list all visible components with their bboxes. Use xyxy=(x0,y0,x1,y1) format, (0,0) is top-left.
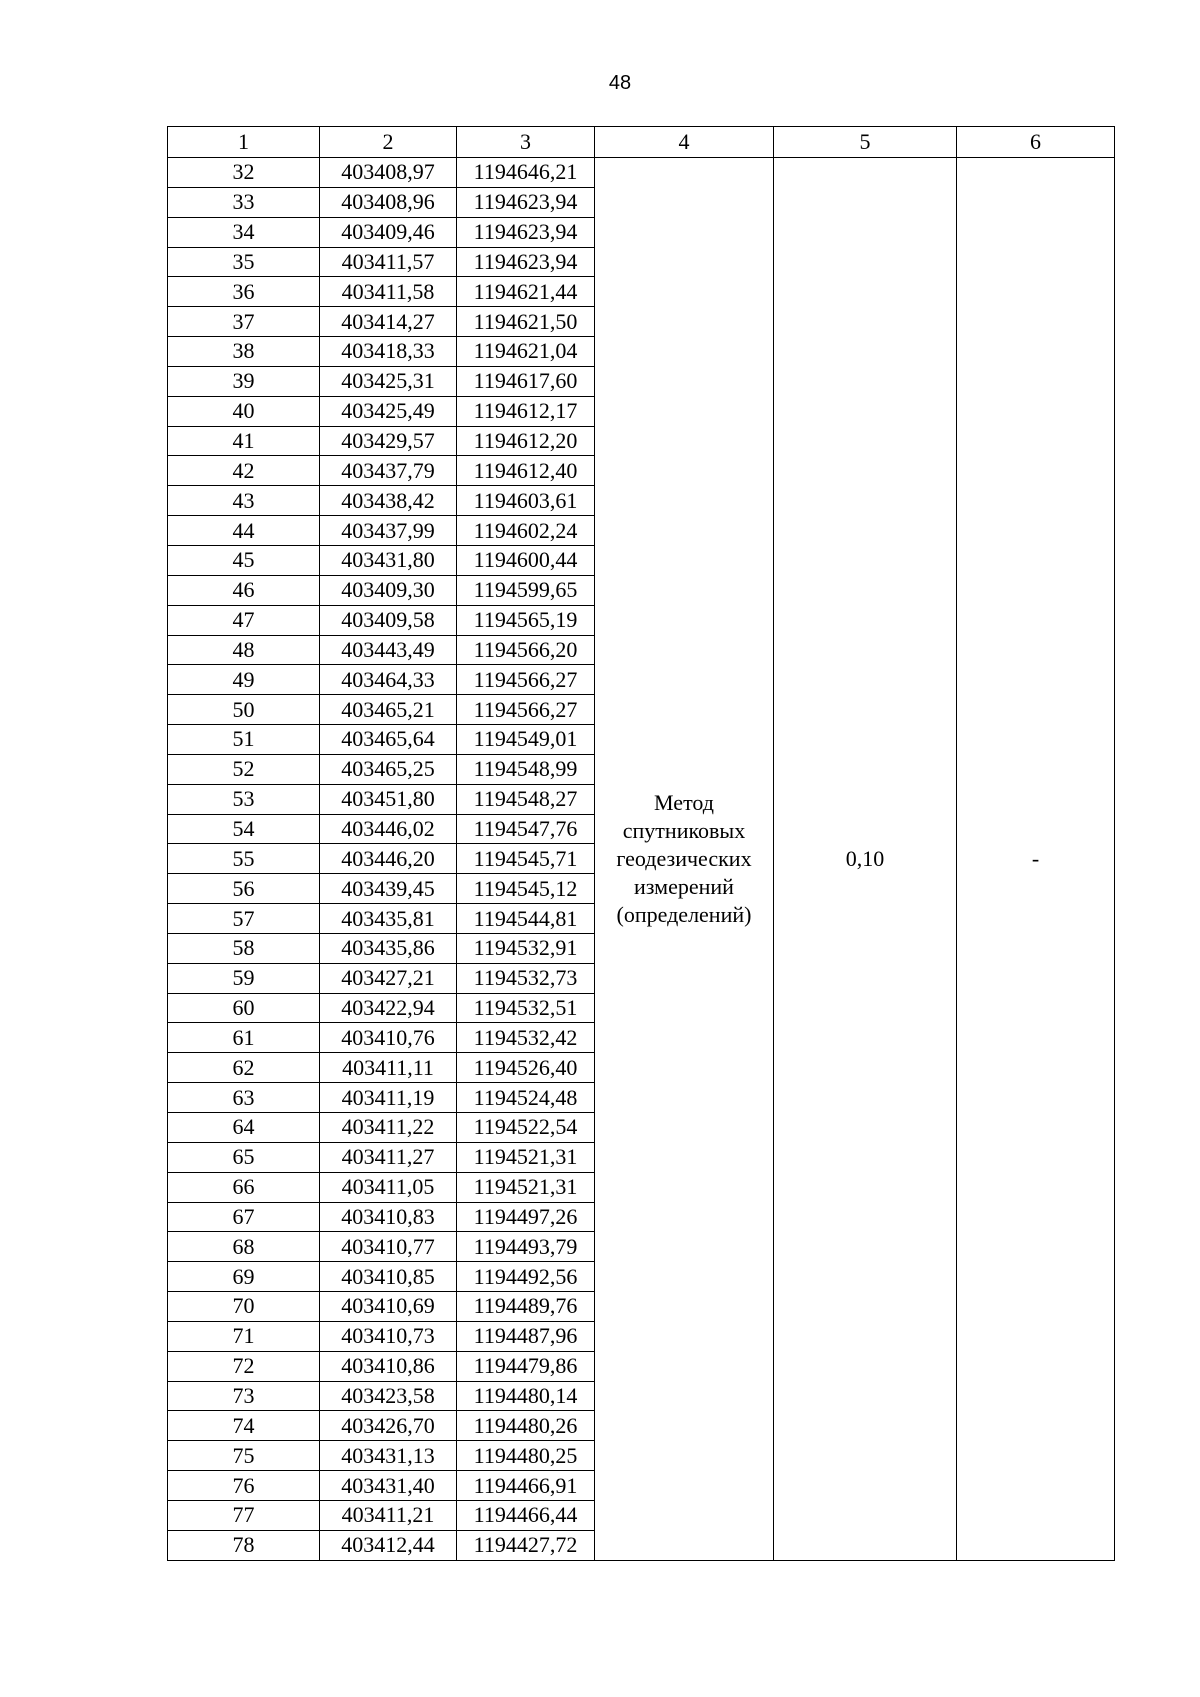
point-number-cell: 64 xyxy=(168,1113,320,1143)
x-coordinate-cell: 403411,27 xyxy=(320,1142,457,1172)
x-coordinate-cell: 403410,85 xyxy=(320,1262,457,1292)
y-coordinate-cell: 1194621,04 xyxy=(457,337,595,367)
x-coordinate-cell: 403431,40 xyxy=(320,1471,457,1501)
y-coordinate-cell: 1194646,21 xyxy=(457,158,595,188)
table-row xyxy=(168,158,1115,188)
x-coordinate-cell: 403411,58 xyxy=(320,277,457,307)
header-cell: 6 xyxy=(957,127,1115,158)
y-coordinate-cell: 1194566,27 xyxy=(457,665,595,695)
point-number-cell: 34 xyxy=(168,217,320,247)
y-coordinate-cell: 1194566,27 xyxy=(457,695,595,725)
x-coordinate-cell: 403414,27 xyxy=(320,307,457,337)
point-number-cell: 72 xyxy=(168,1351,320,1381)
point-number-cell: 48 xyxy=(168,635,320,665)
x-coordinate-cell: 403409,58 xyxy=(320,605,457,635)
x-coordinate-cell: 403427,21 xyxy=(320,963,457,993)
x-coordinate-cell: 403425,49 xyxy=(320,396,457,426)
x-coordinate-cell: 403438,42 xyxy=(320,486,457,516)
point-number-cell: 40 xyxy=(168,396,320,426)
point-number-cell: 67 xyxy=(168,1202,320,1232)
x-coordinate-cell: 403437,79 xyxy=(320,456,457,486)
y-coordinate-cell: 1194621,44 xyxy=(457,277,595,307)
point-number-cell: 43 xyxy=(168,486,320,516)
x-coordinate-cell: 403411,19 xyxy=(320,1083,457,1113)
x-coordinate-cell: 403431,80 xyxy=(320,545,457,575)
point-number-cell: 56 xyxy=(168,874,320,904)
header-cell: 3 xyxy=(457,127,595,158)
y-coordinate-cell: 1194612,20 xyxy=(457,426,595,456)
point-number-cell: 41 xyxy=(168,426,320,456)
x-coordinate-cell: 403411,21 xyxy=(320,1500,457,1530)
x-coordinate-cell: 403446,02 xyxy=(320,814,457,844)
header-row xyxy=(168,127,1115,158)
x-coordinate-cell: 403410,83 xyxy=(320,1202,457,1232)
x-coordinate-cell: 403465,25 xyxy=(320,754,457,784)
point-number-cell: 60 xyxy=(168,993,320,1023)
point-number-cell: 36 xyxy=(168,277,320,307)
y-coordinate-cell: 1194623,94 xyxy=(457,247,595,277)
point-number-cell: 38 xyxy=(168,337,320,367)
point-number-cell: 59 xyxy=(168,963,320,993)
y-coordinate-cell: 1194489,76 xyxy=(457,1292,595,1322)
header-cell: 5 xyxy=(774,127,957,158)
x-coordinate-cell: 403439,45 xyxy=(320,874,457,904)
y-coordinate-cell: 1194548,27 xyxy=(457,784,595,814)
header-cell: 2 xyxy=(320,127,457,158)
x-coordinate-cell: 403422,94 xyxy=(320,993,457,1023)
point-number-cell: 65 xyxy=(168,1142,320,1172)
point-number-cell: 63 xyxy=(168,1083,320,1113)
x-coordinate-cell: 403423,58 xyxy=(320,1381,457,1411)
y-coordinate-cell: 1194603,61 xyxy=(457,486,595,516)
point-number-cell: 68 xyxy=(168,1232,320,1262)
x-coordinate-cell: 403409,46 xyxy=(320,217,457,247)
point-number-cell: 77 xyxy=(168,1500,320,1530)
y-coordinate-cell: 1194545,71 xyxy=(457,844,595,874)
point-number-cell: 69 xyxy=(168,1262,320,1292)
x-coordinate-cell: 403425,31 xyxy=(320,366,457,396)
point-number-cell: 32 xyxy=(168,158,320,188)
point-number-cell: 66 xyxy=(168,1172,320,1202)
y-coordinate-cell: 1194599,65 xyxy=(457,575,595,605)
y-coordinate-cell: 1194497,26 xyxy=(457,1202,595,1232)
y-coordinate-cell: 1194526,40 xyxy=(457,1053,595,1083)
y-coordinate-cell: 1194492,56 xyxy=(457,1262,595,1292)
point-number-cell: 37 xyxy=(168,307,320,337)
point-number-cell: 53 xyxy=(168,784,320,814)
x-coordinate-cell: 403435,81 xyxy=(320,904,457,934)
point-number-cell: 49 xyxy=(168,665,320,695)
x-coordinate-cell: 403408,97 xyxy=(320,158,457,188)
y-coordinate-cell: 1194524,48 xyxy=(457,1083,595,1113)
accuracy-cell: 0,10 xyxy=(774,158,957,1561)
y-coordinate-cell: 1194532,42 xyxy=(457,1023,595,1053)
point-number-cell: 50 xyxy=(168,695,320,725)
x-coordinate-cell: 403408,96 xyxy=(320,187,457,217)
x-coordinate-cell: 403411,22 xyxy=(320,1113,457,1143)
x-coordinate-cell: 403437,99 xyxy=(320,516,457,546)
point-number-cell: 33 xyxy=(168,187,320,217)
point-number-cell: 55 xyxy=(168,844,320,874)
y-coordinate-cell: 1194522,54 xyxy=(457,1113,595,1143)
y-coordinate-cell: 1194545,12 xyxy=(457,874,595,904)
y-coordinate-cell: 1194612,17 xyxy=(457,396,595,426)
point-number-cell: 75 xyxy=(168,1441,320,1471)
x-coordinate-cell: 403412,44 xyxy=(320,1530,457,1560)
y-coordinate-cell: 1194612,40 xyxy=(457,456,595,486)
y-coordinate-cell: 1194600,44 xyxy=(457,545,595,575)
y-coordinate-cell: 1194480,25 xyxy=(457,1441,595,1471)
point-number-cell: 73 xyxy=(168,1381,320,1411)
x-coordinate-cell: 403465,64 xyxy=(320,725,457,755)
point-number-cell: 39 xyxy=(168,366,320,396)
point-number-cell: 51 xyxy=(168,725,320,755)
x-coordinate-cell: 403410,76 xyxy=(320,1023,457,1053)
y-coordinate-cell: 1194532,51 xyxy=(457,993,595,1023)
table-body xyxy=(168,127,1115,1561)
point-number-cell: 47 xyxy=(168,605,320,635)
y-coordinate-cell: 1194549,01 xyxy=(457,725,595,755)
point-number-cell: 52 xyxy=(168,754,320,784)
x-coordinate-cell: 403465,21 xyxy=(320,695,457,725)
x-coordinate-cell: 403446,20 xyxy=(320,844,457,874)
x-coordinate-cell: 403435,86 xyxy=(320,933,457,963)
method-cell xyxy=(595,158,774,1561)
x-coordinate-cell: 403409,30 xyxy=(320,575,457,605)
point-number-cell: 42 xyxy=(168,456,320,486)
y-coordinate-cell: 1194565,19 xyxy=(457,605,595,635)
point-number-cell: 70 xyxy=(168,1292,320,1322)
y-coordinate-cell: 1194532,73 xyxy=(457,963,595,993)
y-coordinate-cell: 1194623,94 xyxy=(457,217,595,247)
x-coordinate-cell: 403418,33 xyxy=(320,337,457,367)
method-text: Метод спутниковых геодезических измерений (определений) xyxy=(616,789,752,927)
y-coordinate-cell: 1194547,76 xyxy=(457,814,595,844)
y-coordinate-cell: 1194566,20 xyxy=(457,635,595,665)
point-number-cell: 35 xyxy=(168,247,320,277)
coordinates-table xyxy=(167,126,1115,1561)
x-coordinate-cell: 403410,69 xyxy=(320,1292,457,1322)
note-cell: - xyxy=(957,158,1115,1561)
point-number-cell: 71 xyxy=(168,1321,320,1351)
point-number-cell: 62 xyxy=(168,1053,320,1083)
y-coordinate-cell: 1194623,94 xyxy=(457,187,595,217)
x-coordinate-cell: 403429,57 xyxy=(320,426,457,456)
y-coordinate-cell: 1194602,24 xyxy=(457,516,595,546)
y-coordinate-cell: 1194493,79 xyxy=(457,1232,595,1262)
x-coordinate-cell: 403410,73 xyxy=(320,1321,457,1351)
y-coordinate-cell: 1194487,96 xyxy=(457,1321,595,1351)
y-coordinate-cell: 1194480,14 xyxy=(457,1381,595,1411)
x-coordinate-cell: 403410,86 xyxy=(320,1351,457,1381)
point-number-cell: 44 xyxy=(168,516,320,546)
point-number-cell: 61 xyxy=(168,1023,320,1053)
point-number-cell: 46 xyxy=(168,575,320,605)
y-coordinate-cell: 1194617,60 xyxy=(457,366,595,396)
x-coordinate-cell: 403426,70 xyxy=(320,1411,457,1441)
point-number-cell: 57 xyxy=(168,904,320,934)
point-number-cell: 76 xyxy=(168,1471,320,1501)
x-coordinate-cell: 403451,80 xyxy=(320,784,457,814)
y-coordinate-cell: 1194532,91 xyxy=(457,933,595,963)
point-number-cell: 74 xyxy=(168,1411,320,1441)
y-coordinate-cell: 1194548,99 xyxy=(457,754,595,784)
x-coordinate-cell: 403411,11 xyxy=(320,1053,457,1083)
y-coordinate-cell: 1194621,50 xyxy=(457,307,595,337)
page-number: 48 xyxy=(608,72,632,94)
header-cell: 4 xyxy=(595,127,774,158)
y-coordinate-cell: 1194521,31 xyxy=(457,1172,595,1202)
y-coordinate-cell: 1194544,81 xyxy=(457,904,595,934)
y-coordinate-cell: 1194427,72 xyxy=(457,1530,595,1560)
y-coordinate-cell: 1194466,44 xyxy=(457,1500,595,1530)
x-coordinate-cell: 403411,05 xyxy=(320,1172,457,1202)
point-number-cell: 58 xyxy=(168,933,320,963)
x-coordinate-cell: 403443,49 xyxy=(320,635,457,665)
x-coordinate-cell: 403411,57 xyxy=(320,247,457,277)
header-cell: 1 xyxy=(168,127,320,158)
point-number-cell: 54 xyxy=(168,814,320,844)
point-number-cell: 45 xyxy=(168,545,320,575)
x-coordinate-cell: 403464,33 xyxy=(320,665,457,695)
x-coordinate-cell: 403410,77 xyxy=(320,1232,457,1262)
y-coordinate-cell: 1194479,86 xyxy=(457,1351,595,1381)
x-coordinate-cell: 403431,13 xyxy=(320,1441,457,1471)
y-coordinate-cell: 1194480,26 xyxy=(457,1411,595,1441)
y-coordinate-cell: 1194521,31 xyxy=(457,1142,595,1172)
y-coordinate-cell: 1194466,91 xyxy=(457,1471,595,1501)
point-number-cell: 78 xyxy=(168,1530,320,1560)
